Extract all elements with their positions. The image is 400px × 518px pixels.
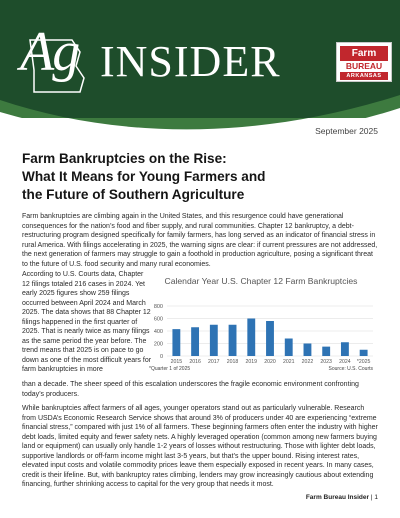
x-tick-label: 2023 [320,359,332,365]
chart-title: Calendar Year U.S. Chapter 12 Farm Bankruptcies [164,276,358,286]
y-tick-label: 400 [153,329,163,335]
y-tick-label: 800 [153,304,163,310]
bar-2022 [304,344,312,357]
x-tick-label: 2020 [264,359,276,365]
headline-line-3: the Future of Southern Agriculture [22,187,245,202]
bar-2016 [191,327,199,356]
logo-ag: Ag [20,21,79,83]
footer-publication: Farm Bureau Insider [305,494,370,501]
bar-2019 [247,319,255,357]
x-tick-label: 2021 [282,359,295,365]
young-farmers-paragraph: While bankruptcies affect farmers of all ages, younger operators stand out as particularly vulnerable. Research from USDA’s Economic Research Service shows that around 3% of producers under 40 are experiencing “extreme financial stress,” compared with just 1% of all farmers. These beginning farmers often enter the industry with higher debt loads, limited equity and fewer safety nets. A highly leveraged operation (common among new farmers buying land or equipment) can usually only handle 1-2 years of losses without restructuring. Those with lighter debt loads, supportive landlords or off-farm income might last 3-5 years, but that’s the upper bound. Rising interest rates, elevated input costs and volatile commodity prices leave them especially exposed in recent years. In many cases, credit is their lifeline. But, with bankruptcy rates climbing, lenders may grow increasingly cautious about extending financing, further shrinking access to capital for the very group that needs it most. [22,405,378,488]
bar-q1-2025 [360,350,368,356]
footer-separator: | [370,494,373,501]
x-tick-label: 2024 [339,359,351,365]
bar-2023 [322,347,330,356]
badge-arkansas: ARKANSAS [340,72,388,80]
bar-2017 [210,325,218,356]
logo-insider: INSIDER [100,37,281,86]
article-headline [22,150,382,204]
x-tick-label: 2016 [189,359,201,365]
column-paragraph: According to U.S. Courts data, Chapter 12 filings totaled 216 cases in 2024. Yet early 2025 figures show 259 filings occurred between April 2024 and March 2025. The data shows that 88 Chapter 12 filings happened in the first quarter of 2025. That is nearly twice as many filings as the same period the year before. The trend means that 2025 is on pace to go down as one of the most difficult years for farm bankruptcies in more [22,271,152,373]
headline-line-2: What It Means for Young Farmers and [22,169,266,184]
issue-date: September 2025 [315,126,378,136]
chart-svg [143,272,379,382]
bar-2015 [172,329,180,356]
x-tick-label: 2015 [170,359,183,365]
footer-page-number: 1 [374,494,378,501]
intro-paragraph: Farm bankruptcies are climbing again in the United States, and this resurgence could have generational consequences for the nation’s food and fiber supply, and rural communities. Chapter 12 bankruptcy, a debt-restructuring program designed specifically for family farmers, has long served as an indicator of financial stress in rural America. With filings accelerating in 2025, the warning signs are clear: if current pressures are not addressed, the next generation of farmers may struggle to gain a foothold in production agriculture, posing a significant threat to the future of U.S. food security and many rural economies. [22,213,378,268]
x-tick-label: 2018 [226,359,239,365]
chart-footnote: *Quarter 1 of 2025 [149,366,191,372]
y-tick-label: 200 [153,341,163,348]
bar-2018 [229,325,237,356]
x-tick-label: *2025 [356,359,371,365]
bar-2021 [285,339,293,357]
headline-line-1: Farm Bankruptcies on the Rise: [22,151,227,166]
badge-farm: Farm [340,46,388,61]
bar-2020 [266,321,274,356]
badge-bureau: BUREAU [345,61,383,71]
continued-paragraph: than a decade. The sheer speed of this escalation underscores the fragile economic environment confronting today’s producers. [22,381,359,398]
y-tick-label: 0 [159,354,163,360]
farm-bureau-badge[interactable] [336,42,392,82]
y-tick-label: 600 [153,316,163,323]
page-footer [306,494,378,501]
bar-2024 [341,342,349,356]
x-tick-label: 2022 [301,359,314,365]
x-tick-label: 2017 [208,359,220,365]
x-tick-label: 2019 [245,359,258,365]
chart-source: Source: U.S. Courts [328,366,373,372]
bankruptcy-chart [143,272,379,382]
chart-bars [172,319,367,357]
